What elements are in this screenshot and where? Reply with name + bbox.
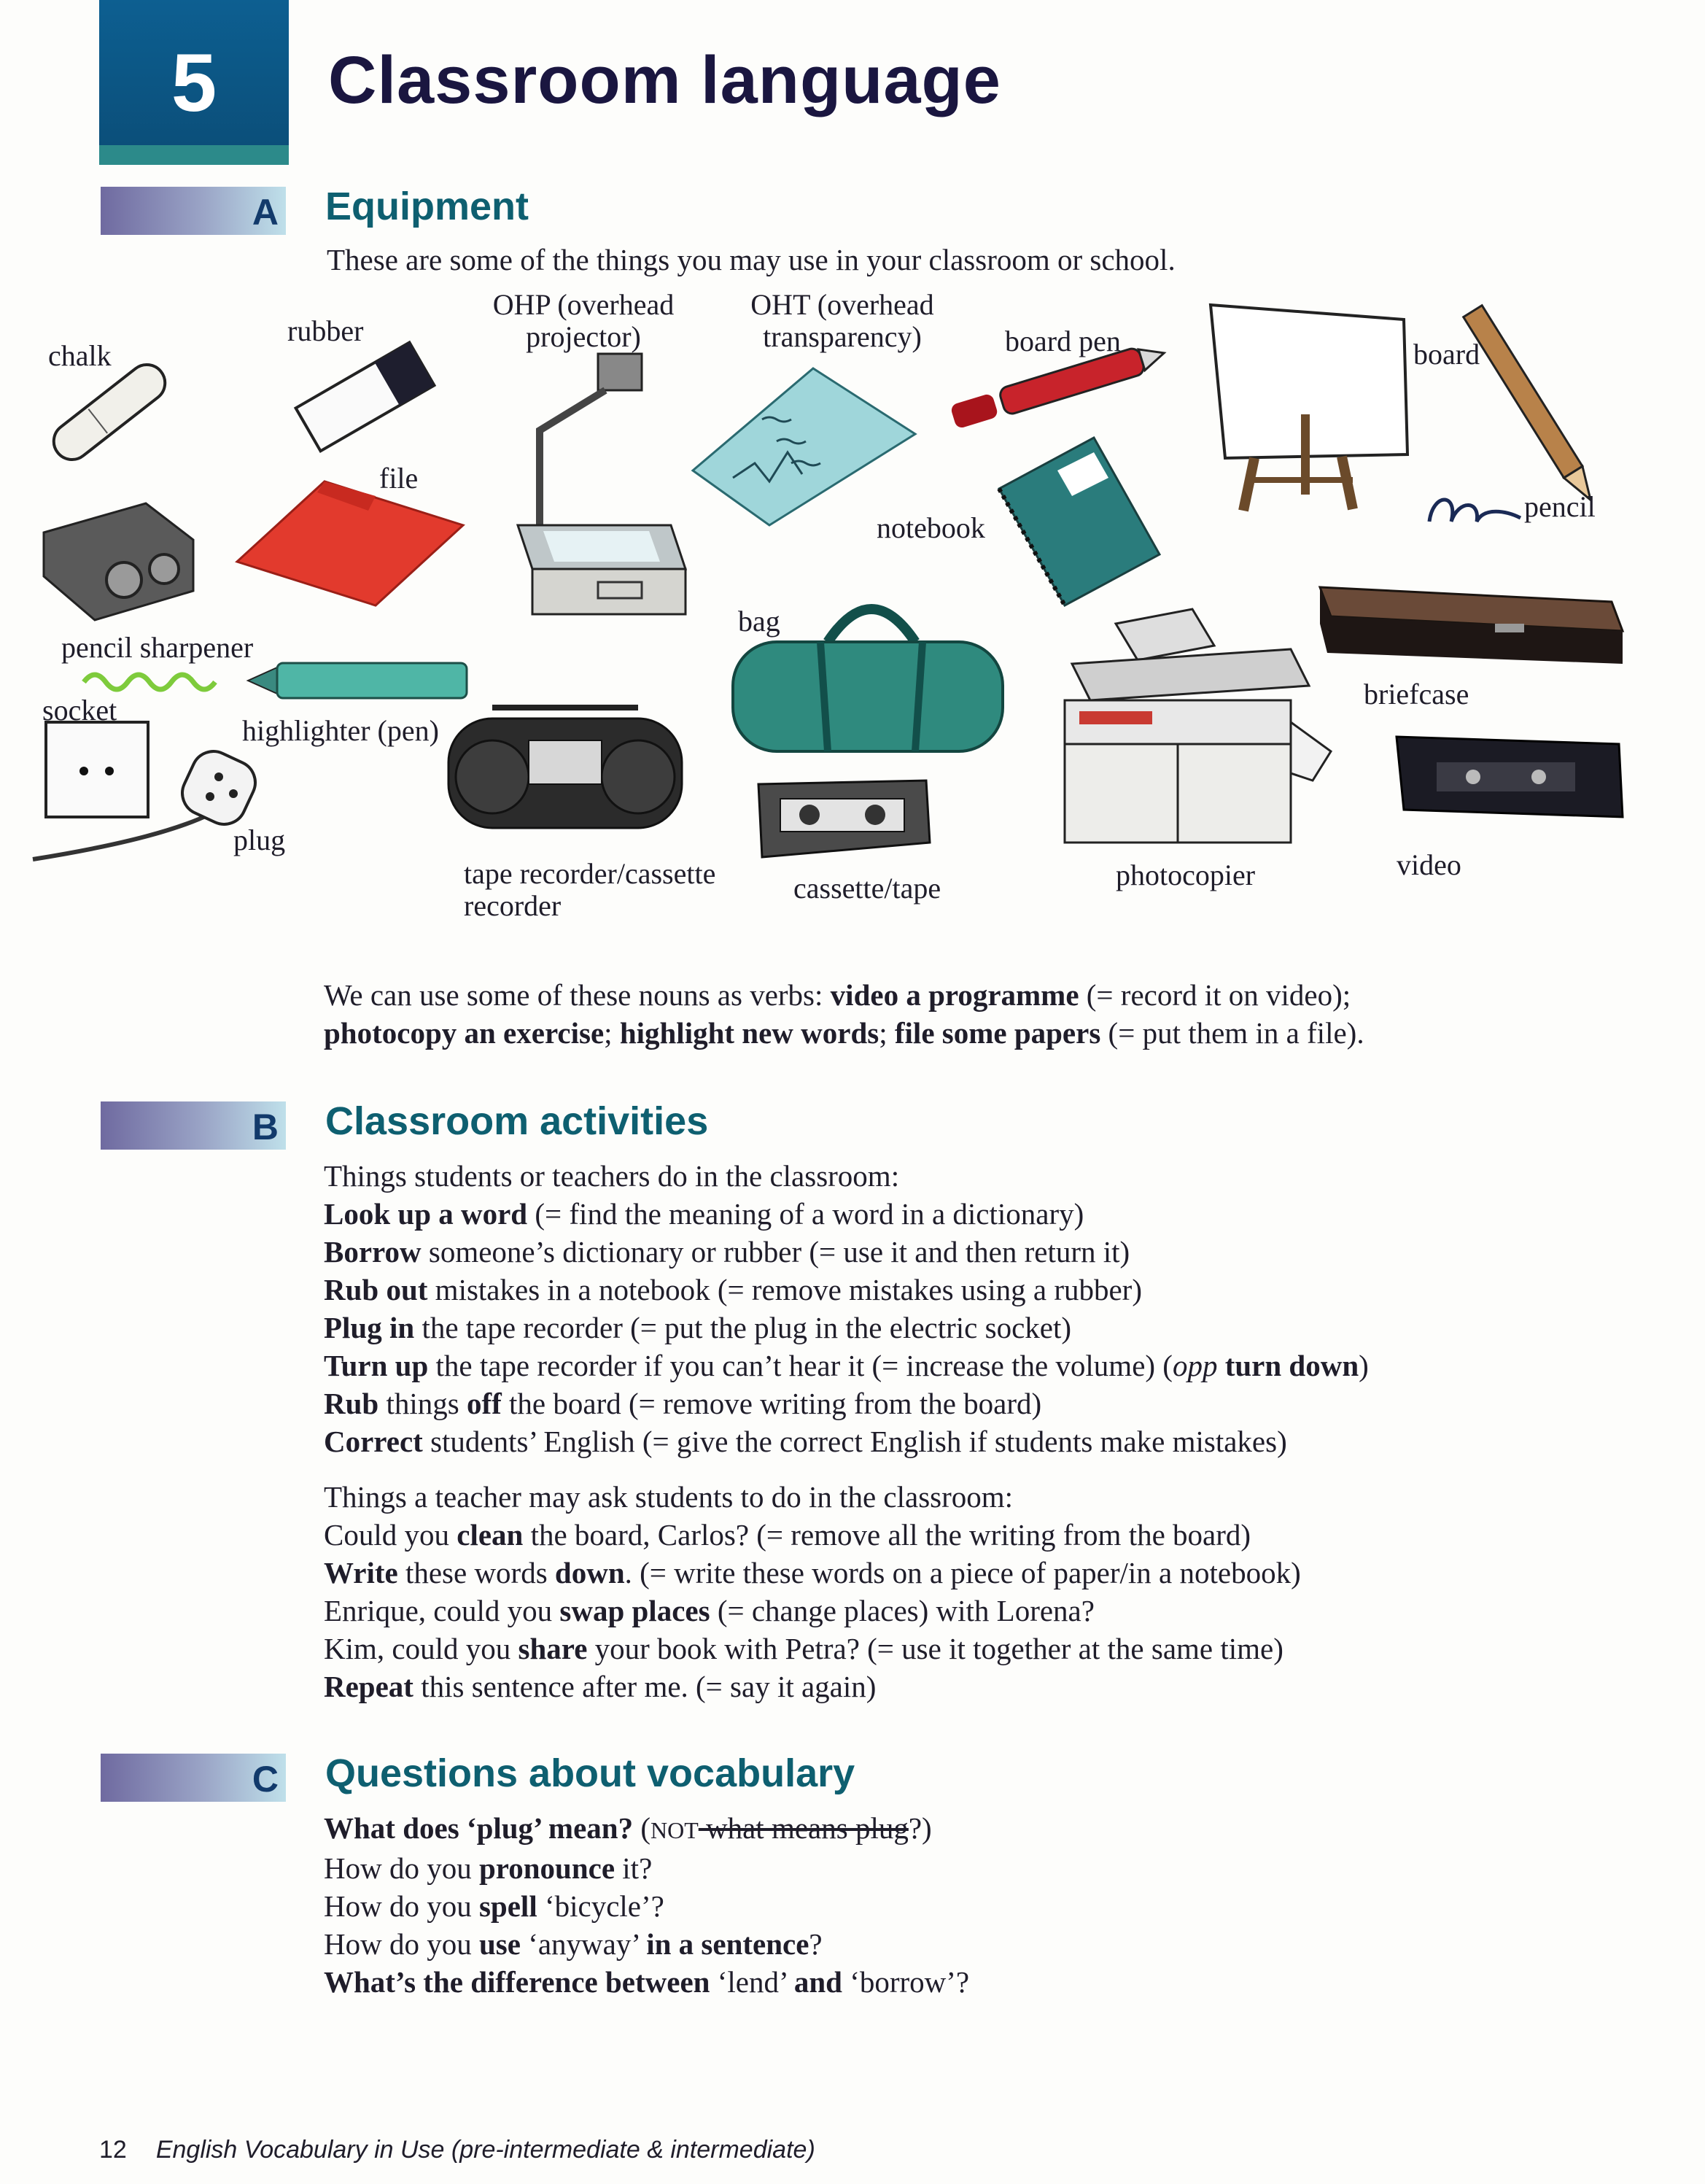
section-b-requests: [324, 1478, 1301, 1705]
verbs-note-text: (= put them in a file).: [1100, 1016, 1364, 1050]
activity-text: (= find the meaning of a word in a dictionary): [527, 1197, 1084, 1231]
activity-line: [324, 1422, 1369, 1460]
label-plug: plug: [233, 824, 286, 856]
activity-term: Look up a word: [324, 1197, 528, 1231]
label-socket: socket: [42, 694, 117, 727]
question-text: ‘borrow’?: [842, 1965, 970, 1999]
label-pencil: pencil: [1524, 490, 1596, 523]
request-text: Could you: [324, 1518, 457, 1552]
verbs-note-text: ;: [879, 1016, 895, 1050]
file-illustration: [230, 467, 478, 613]
question-line: [324, 1925, 969, 1963]
verbs-note-text: We can use some of these nouns as verbs:: [324, 978, 831, 1012]
board-illustration: [1203, 298, 1415, 516]
label-rubber: rubber: [287, 314, 364, 347]
question-not: NOT: [650, 1817, 699, 1843]
section-c-letter: C: [252, 1759, 279, 1800]
request-line: [324, 1668, 1301, 1705]
section-c-title: Questions about vocabulary: [325, 1751, 855, 1795]
request-text: Kim, could you: [324, 1632, 519, 1665]
label-file: file: [379, 462, 419, 495]
request-text: the board, Carlos? (= remove all the writing from the board): [523, 1518, 1251, 1552]
page-footer: [99, 2136, 815, 2164]
section-b-letter: B: [252, 1107, 279, 1147]
question-bold: and: [793, 1965, 842, 1999]
verbs-note-line2: [324, 1014, 1364, 1052]
question-text: How do you: [324, 1889, 479, 1923]
question-text: ‘bicycle’?: [537, 1889, 664, 1923]
label-oht-line1: OHT (overhead: [750, 288, 934, 321]
request-term: Repeat: [324, 1670, 413, 1703]
verbs-note: [324, 976, 1364, 1052]
question-text: How do you: [324, 1851, 479, 1885]
request-text: (= change places) with Lorena?: [710, 1594, 1095, 1627]
request-text: your book with Petra? (= use it together at the same time): [587, 1632, 1283, 1665]
label-ohp-line2: projector): [526, 320, 641, 353]
book-title: English Vocabulary in Use (pre-intermediate & intermediate): [155, 2136, 815, 2164]
unit-number: 5: [171, 36, 217, 128]
activity-text: ): [1359, 1349, 1369, 1382]
request-line: [324, 1592, 1301, 1630]
activity-term: Correct: [324, 1425, 423, 1458]
pencil-sharpener-illustration: [29, 489, 204, 627]
activity-term: Turn up: [324, 1349, 429, 1382]
request-term: Write: [324, 1556, 398, 1589]
request-text: Enrique, could you: [324, 1594, 560, 1627]
unit-number-box: [99, 0, 289, 165]
activity-text: the board (= remove writing from the board): [501, 1387, 1042, 1420]
label-tape-recorder: [464, 858, 715, 922]
verbs-note-bold: highlight new words: [619, 1016, 879, 1050]
section-b-title: Classroom activities: [325, 1099, 709, 1143]
verbs-note-bold: file some papers: [894, 1016, 1101, 1050]
verbs-note-line1: [324, 976, 1364, 1014]
activity-text: mistakes in a notebook (= remove mistakes using a rubber): [427, 1273, 1142, 1306]
section-b-activities: [324, 1157, 1369, 1460]
activity-text: things: [378, 1387, 467, 1420]
section-a-bar: [101, 187, 286, 235]
section-a-title: Equipment: [325, 185, 529, 228]
activity-term: Rub: [324, 1387, 379, 1420]
request-line: [324, 1554, 1301, 1592]
question-line: [324, 1887, 969, 1925]
section-b-bar: [101, 1101, 286, 1150]
request-line: [324, 1630, 1301, 1668]
section-c-bar: [101, 1754, 286, 1802]
question-line: [324, 1963, 969, 2001]
request-text: this sentence after me. (= say it again): [413, 1670, 877, 1703]
label-chalk: chalk: [48, 339, 112, 372]
activity-term: Rub out: [324, 1273, 428, 1306]
label-video: video: [1397, 848, 1461, 881]
activity-term: Borrow: [324, 1235, 422, 1269]
activity-line: [324, 1347, 1369, 1385]
activity-text: students’ English (= give the correct English if students make mistakes): [422, 1425, 1287, 1458]
section-c-questions: [324, 1809, 969, 2001]
request-text: these words: [397, 1556, 555, 1589]
label-tape-recorder-line1: tape recorder/cassette: [464, 857, 716, 890]
activity-line: [324, 1233, 1369, 1271]
activity-term: Plug in: [324, 1311, 415, 1344]
briefcase-illustration: [1313, 573, 1626, 675]
request-line: [324, 1516, 1301, 1554]
activity-line: [324, 1271, 1369, 1309]
label-ohp: [478, 289, 689, 353]
activity-text: the tape recorder if you can’t hear it (= increase the volume) (: [428, 1349, 1173, 1382]
page-number: 12: [99, 2136, 127, 2164]
question-bold: What does ‘plug’ mean?: [324, 1811, 634, 1845]
question-strike: what means plug: [698, 1811, 909, 1845]
activity-line: [324, 1195, 1369, 1233]
cassette-illustration: [751, 770, 933, 864]
section-a-intro: These are some of the things you may use in your classroom or school.: [327, 243, 1176, 276]
verbs-note-text: ;: [604, 1016, 620, 1050]
label-pencil-sharpener: pencil sharpener: [61, 631, 254, 664]
question-bold: in a sentence: [646, 1927, 809, 1961]
question-bold: pronounce: [478, 1851, 615, 1885]
question-bold: use: [478, 1927, 521, 1961]
label-oht-line2: transparency): [763, 320, 922, 353]
plug-illustration: [29, 751, 263, 868]
section-b-intro: Things students or teachers do in the classroom:: [324, 1159, 900, 1193]
label-cassette: cassette/tape: [793, 872, 941, 905]
tape-recorder-illustration: [441, 689, 689, 839]
question-line: [324, 1809, 969, 1849]
request-term: share: [518, 1632, 588, 1665]
question-text: ‘anyway’: [520, 1927, 647, 1961]
label-board-pen: board pen: [1005, 325, 1121, 357]
verbs-note-bold: photocopy an exercise: [324, 1016, 605, 1050]
label-notebook: notebook: [877, 511, 985, 544]
video-illustration: [1393, 729, 1626, 824]
verbs-note-bold: video a programme: [830, 978, 1079, 1012]
photocopier-illustration: [1057, 605, 1335, 850]
question-bold: What’s the difference between: [324, 1965, 710, 1999]
activity-text: someone’s dictionary or rubber (= use it and then return it): [421, 1235, 1130, 1269]
question-text: it?: [615, 1851, 653, 1885]
section-a-letter: A: [252, 192, 279, 233]
question-line: [324, 1849, 969, 1887]
question-text: How do you: [324, 1927, 479, 1961]
label-oht: [729, 289, 955, 353]
request-term: swap places: [559, 1594, 710, 1627]
question-text: ?: [809, 1927, 823, 1961]
question-bold: spell: [478, 1889, 537, 1923]
label-bag: bag: [738, 605, 780, 638]
section-b-intro2: Things a teacher may ask students to do in the classroom:: [324, 1480, 1014, 1514]
label-highlighter: highlighter (pen): [242, 714, 439, 747]
request-text: . (= write these words on a piece of paper/in a notebook): [624, 1556, 1301, 1589]
label-photocopier: photocopier: [1116, 859, 1256, 891]
page-title: Classroom language: [328, 43, 1001, 117]
activity-term: turn down: [1217, 1349, 1359, 1382]
question-text: ‘lend’: [710, 1965, 794, 1999]
ohp-illustration: [503, 350, 700, 627]
activity-line: [324, 1309, 1369, 1347]
label-briefcase: briefcase: [1364, 678, 1469, 710]
question-text: (: [633, 1811, 650, 1845]
rubber-illustration: [288, 339, 441, 452]
activity-line: [324, 1385, 1369, 1422]
oht-illustration: [682, 361, 923, 529]
activity-opp: opp: [1172, 1349, 1218, 1382]
activity-term: off: [466, 1387, 502, 1420]
label-board: board: [1413, 338, 1480, 371]
request-term: down: [554, 1556, 625, 1589]
label-tape-recorder-line2: recorder: [464, 889, 562, 922]
activity-text: the tape recorder (= put the plug in the electric socket): [414, 1311, 1072, 1344]
request-term: clean: [457, 1518, 524, 1552]
question-text: ?): [908, 1811, 932, 1845]
label-ohp-line1: OHP (overhead: [492, 288, 675, 321]
verbs-note-text: (= record it on video);: [1079, 978, 1351, 1012]
